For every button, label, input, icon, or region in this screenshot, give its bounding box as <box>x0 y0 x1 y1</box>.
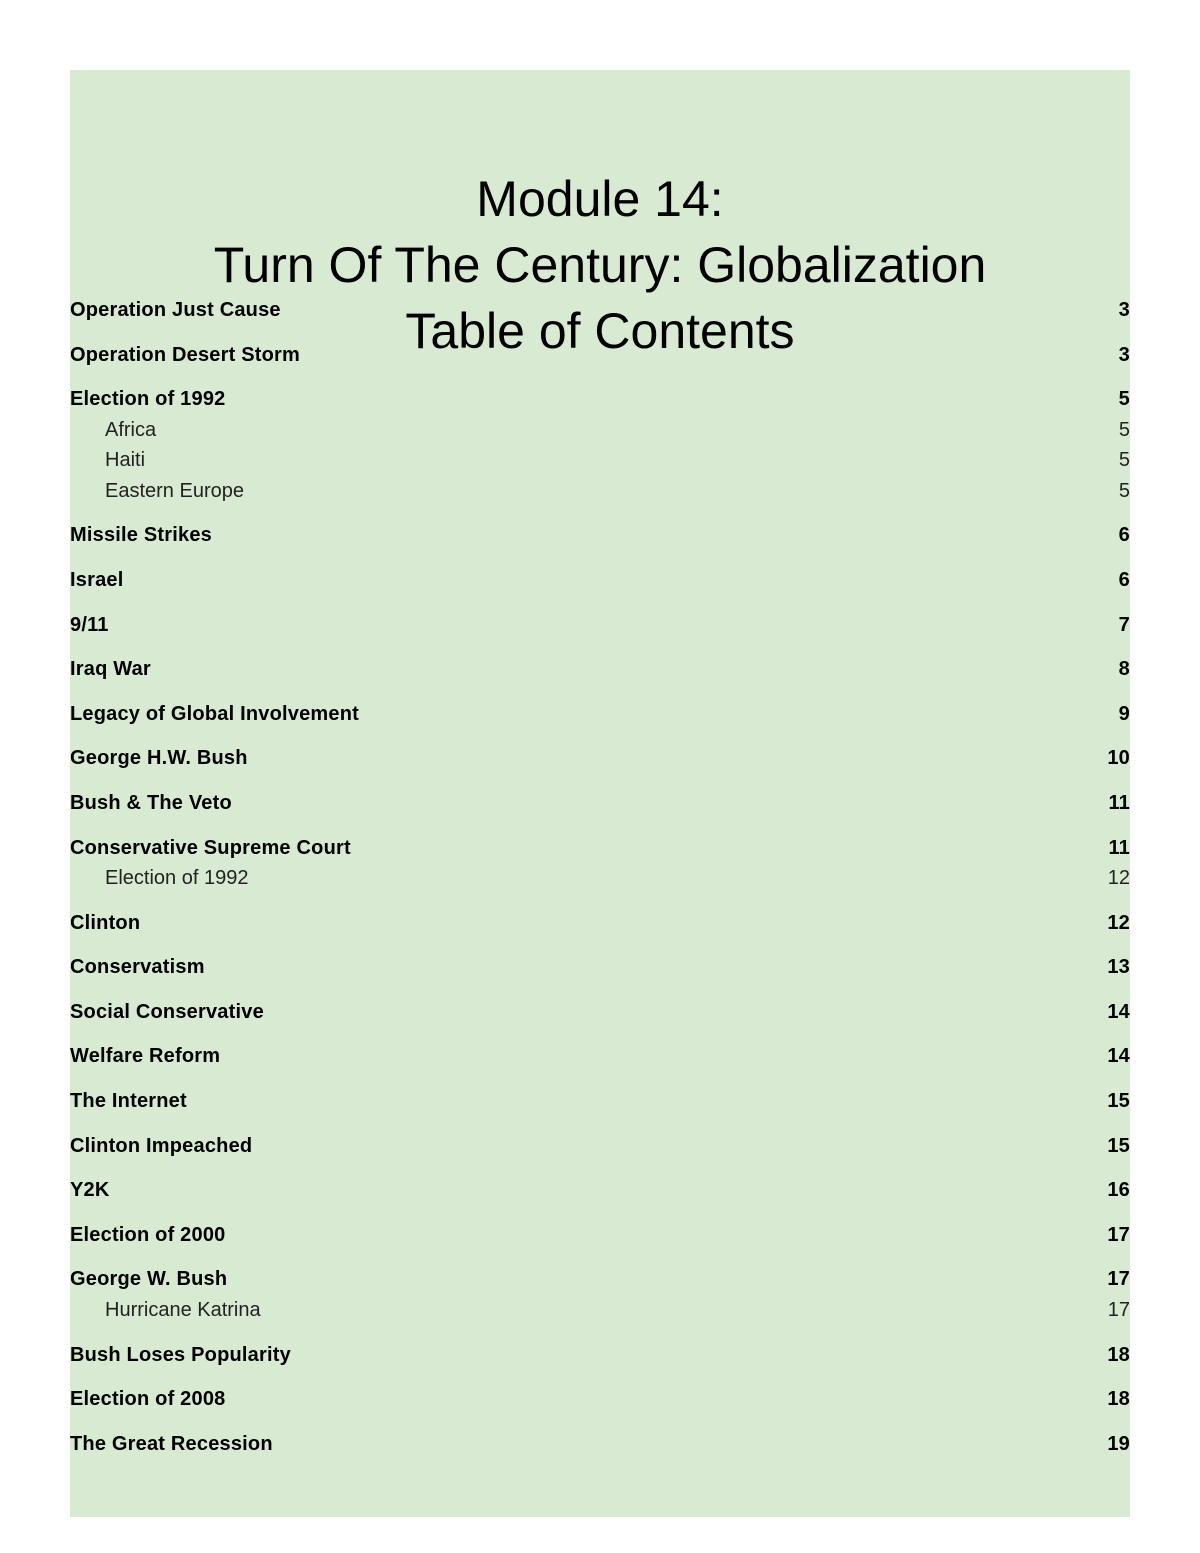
document-title <box>70 166 1130 364</box>
toc-entry-label: Clinton Impeached <box>70 1135 253 1157</box>
toc-entry-label: Operation Just Cause <box>70 299 281 321</box>
toc-entry-label: George W. Bush <box>70 1268 228 1290</box>
toc-entry-label: Election of 1992 <box>105 867 249 889</box>
toc-entry-page-number: 3 <box>1118 344 1130 366</box>
toc-entry[interactable] <box>70 1176 1130 1204</box>
toc-entry[interactable] <box>70 834 1130 862</box>
toc-entry[interactable] <box>70 1087 1130 1115</box>
toc-entry-page-number: 15 <box>1107 1090 1130 1112</box>
toc-entry-label: The Internet <box>70 1090 187 1112</box>
toc-subentry[interactable] <box>70 446 1130 474</box>
toc-entry-page-number: 19 <box>1107 1433 1130 1455</box>
toc-entry-label: Election of 2000 <box>70 1224 226 1246</box>
toc-entry-page-number: 13 <box>1107 956 1130 978</box>
toc-entry-label: Israel <box>70 569 124 591</box>
toc-entry-label: Social Conservative <box>70 1001 264 1023</box>
toc-entry-label: Missile Strikes <box>70 524 212 546</box>
toc-entry-label: Election of 1992 <box>70 388 226 410</box>
toc-entry[interactable] <box>70 789 1130 817</box>
toc-entry[interactable] <box>70 1265 1130 1293</box>
toc-entry[interactable] <box>70 1132 1130 1160</box>
toc-entry-page-number: 5 <box>1118 388 1130 410</box>
toc-entry-label: Election of 2008 <box>70 1388 226 1410</box>
document-page <box>70 70 1130 1517</box>
toc-entry[interactable] <box>70 385 1130 413</box>
toc-subentry[interactable] <box>70 416 1130 444</box>
toc-entry[interactable] <box>70 998 1130 1026</box>
toc-entry[interactable] <box>70 296 1130 324</box>
toc-entry-label: Bush Loses Popularity <box>70 1344 291 1366</box>
title-line-toc: Table of Contents <box>405 303 795 359</box>
toc-entry-page-number: 8 <box>1118 658 1130 680</box>
toc-entry-label: Eastern Europe <box>105 480 244 502</box>
title-line-topic: Turn Of The Century: Globalization <box>213 237 987 293</box>
toc-entry[interactable] <box>70 1341 1130 1369</box>
toc-entry-page-number: 5 <box>1118 449 1130 471</box>
toc-entry-page-number: 18 <box>1107 1388 1130 1410</box>
toc-entry-page-number: 12 <box>1107 867 1130 889</box>
toc-entry-label: Bush & The Veto <box>70 792 232 814</box>
toc-entry-page-number: 6 <box>1118 524 1130 546</box>
toc-entry[interactable] <box>70 744 1130 772</box>
toc-entry[interactable] <box>70 1221 1130 1249</box>
toc-entry-page-number: 14 <box>1107 1045 1130 1067</box>
toc-subentry[interactable] <box>70 477 1130 505</box>
toc-entry-page-number: 15 <box>1107 1135 1130 1157</box>
toc-entry-label: Iraq War <box>70 658 151 680</box>
toc-entry-label: Y2K <box>70 1179 110 1201</box>
toc-entry-page-number: 16 <box>1107 1179 1130 1201</box>
toc-entry-page-number: 6 <box>1118 569 1130 591</box>
toc-entry-page-number: 11 <box>1108 837 1130 859</box>
toc-entry[interactable] <box>70 655 1130 683</box>
toc-entry-page-number: 3 <box>1118 299 1130 321</box>
toc-entry-label: Africa <box>105 419 157 441</box>
toc-entry[interactable] <box>70 611 1130 639</box>
toc-entry-label: Haiti <box>105 449 146 471</box>
toc-entry-page-number: 17 <box>1107 1268 1130 1290</box>
toc-entry[interactable] <box>70 1042 1130 1070</box>
toc-entry[interactable] <box>70 909 1130 937</box>
toc-entry-label: Legacy of Global Involvement <box>70 703 359 725</box>
toc-entry-page-number: 9 <box>1118 703 1130 725</box>
toc-entry-page-number: 14 <box>1107 1001 1130 1023</box>
title-line-module: Module 14: <box>476 171 724 227</box>
toc-entry[interactable] <box>70 566 1130 594</box>
toc-subentry[interactable] <box>70 864 1130 892</box>
toc-entry[interactable] <box>70 700 1130 728</box>
toc-subentry[interactable] <box>70 1296 1130 1324</box>
toc-entry-label: Operation Desert Storm <box>70 344 301 366</box>
toc-entry-label: The Great Recession <box>70 1433 273 1455</box>
toc-entry[interactable] <box>70 341 1130 369</box>
toc-entry[interactable] <box>70 1385 1130 1413</box>
toc-entry-label: 9/11 <box>70 614 109 636</box>
toc-entry-page-number: 5 <box>1118 480 1130 502</box>
toc-entry-page-number: 17 <box>1107 1299 1130 1321</box>
toc-entry-page-number: 17 <box>1107 1224 1130 1246</box>
toc-entry-label: George H.W. Bush <box>70 747 248 769</box>
toc-entry-page-number: 7 <box>1118 614 1130 636</box>
toc-entry-page-number: 5 <box>1118 419 1130 441</box>
toc-entry-label: Conservatism <box>70 956 205 978</box>
toc-entry-label: Clinton <box>70 912 141 934</box>
toc-entry-page-number: 10 <box>1107 747 1130 769</box>
toc-entry-page-number: 11 <box>1108 792 1130 814</box>
toc-entry-page-number: 12 <box>1107 912 1130 934</box>
toc-entry-label: Hurricane Katrina <box>105 1299 261 1321</box>
toc-entry-page-number: 18 <box>1107 1344 1130 1366</box>
toc-entry[interactable] <box>70 521 1130 549</box>
toc-entry[interactable] <box>70 1430 1130 1458</box>
toc-entry-label: Conservative Supreme Court <box>70 837 351 859</box>
toc-entry-label: Welfare Reform <box>70 1045 221 1067</box>
toc-entry[interactable] <box>70 953 1130 981</box>
